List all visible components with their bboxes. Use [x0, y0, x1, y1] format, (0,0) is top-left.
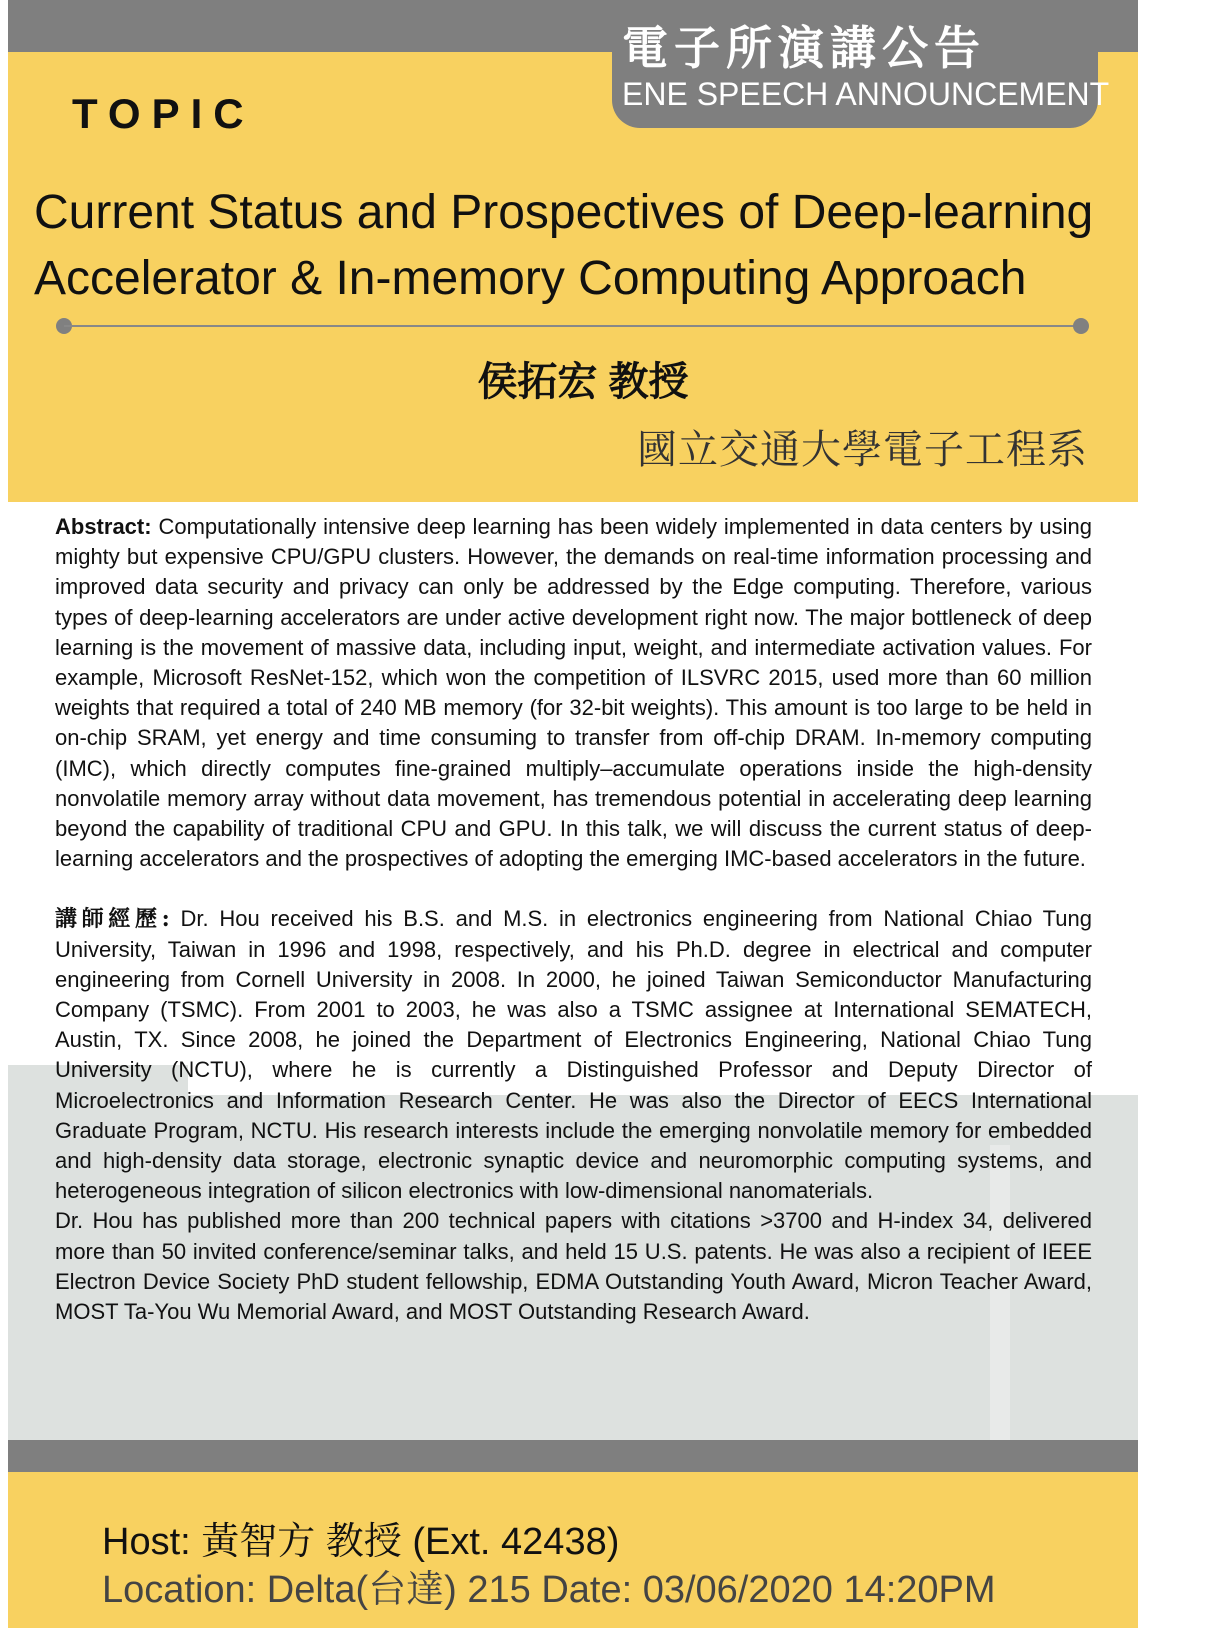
bio-text: Dr. Hou received his B.S. and M.S. in electronics engineering from National Chiao Tung University, Taiwan in 1996 and 1998, respectively, and his Ph.D. degree in electrical and computer engineering from Cornell University in 2008. In 2000, he joined Taiwan Semiconductor Manufacturing Company (TSMC). From 2001 to 2003, he was also a TSMC assignee at International SEMATECH, Austin, TX. Since 2008, he joined the Department of Electronics Engineering, National Chiao Tung University (NCTU), where he is currently a Distinguished Professor and Deputy Director of Microelectronics and Information Research Center. He was also the Director of EECS International Graduate Program, NCTU. His research interests include the emerging nonvolatile memory for embedded and high-density data storage, electronic synaptic device and neuromorphic computing systems, and heterogeneous integration of silicon electronics with low-dimensional nanomaterials.	[55, 906, 1092, 1204]
speaker-affiliation: 國立交通大學電子工程系	[637, 427, 1088, 473]
bio-label: 講師經歷:	[55, 906, 170, 933]
announcement-badge	[612, 0, 1110, 128]
paragraph-gap	[55, 874, 1092, 904]
announcement-title-en: ENE SPEECH ANNOUNCEMENT	[622, 76, 1110, 112]
divider-right-dot	[1073, 318, 1089, 334]
talk-title-line-2: Accelerator & In-memory Computing Approach	[34, 252, 1027, 305]
talk-title-line-1: Current Status and Prospectives of Deep-learning	[34, 186, 1094, 239]
bottom-band	[8, 1440, 1138, 1472]
abstract-paragraph	[55, 512, 1092, 874]
host-line: Host: 黃智方 教授 (Ext. 42438)	[102, 1521, 620, 1563]
talk-title	[34, 180, 1134, 312]
bio-text-2: Dr. Hou has published more than 200 technical papers with citations >3700 and H-index 34, delivered more than 50 invited conference/seminar talks, and held 15 U.S. patents. He was also a recipient of IEEE Electron Device Society PhD student fellowship, EDMA Outstanding Youth Award, Micron Teacher Award, MOST Ta-You Wu Memorial Award, and MOST Outstanding Research Award.	[55, 1208, 1092, 1325]
footer-panel	[8, 1472, 1138, 1628]
abstract-label: Abstract:	[55, 514, 152, 539]
topic-label: TOPIC	[72, 90, 255, 137]
location-line: Location: Delta(台達) 215 Date: 03/06/2020 14:20PM	[102, 1569, 996, 1611]
bio-paragraph	[55, 904, 1092, 1206]
announcement-title-zh: 電子所演講公告	[622, 22, 986, 74]
body-text	[55, 512, 1092, 1327]
bio-paragraph-2	[55, 1206, 1092, 1327]
speaker-name: 侯拓宏 教授	[477, 360, 689, 404]
divider-line	[64, 325, 1082, 327]
abstract-text: Computationally intensive deep learning has been widely implemented in data centers by using mighty but expensive CPU/GPU clusters. However, the demands on real-time information processing and improved data security and privacy can only be addressed by the Edge computing. Therefore, various types of deep-learning accelerators are under active development right now. The major bottleneck of deep learning is the movement of massive data, including input, weight, and intermediate activation values. For example, Microsoft ResNet-152, which won the competition of ILSVRC 2015, used more than 60 million weights that required a total of 240 MB memory (for 32-bit weights). This amount is too large to be held in on-chip SRAM, yet energy and time consuming to transfer from off-chip DRAM. In-memory computing (IMC), which directly computes fine-grained multiply–accumulate operations inside the high-density nonvolatile memory array without data movement, has tremendous potential in accelerating deep learning beyond the capability of traditional CPU and GPU. In this talk, we will discuss the current status of deep-learning accelerators and the prospectives of adopting the emerging IMC-based accelerators in the future.	[55, 514, 1092, 872]
